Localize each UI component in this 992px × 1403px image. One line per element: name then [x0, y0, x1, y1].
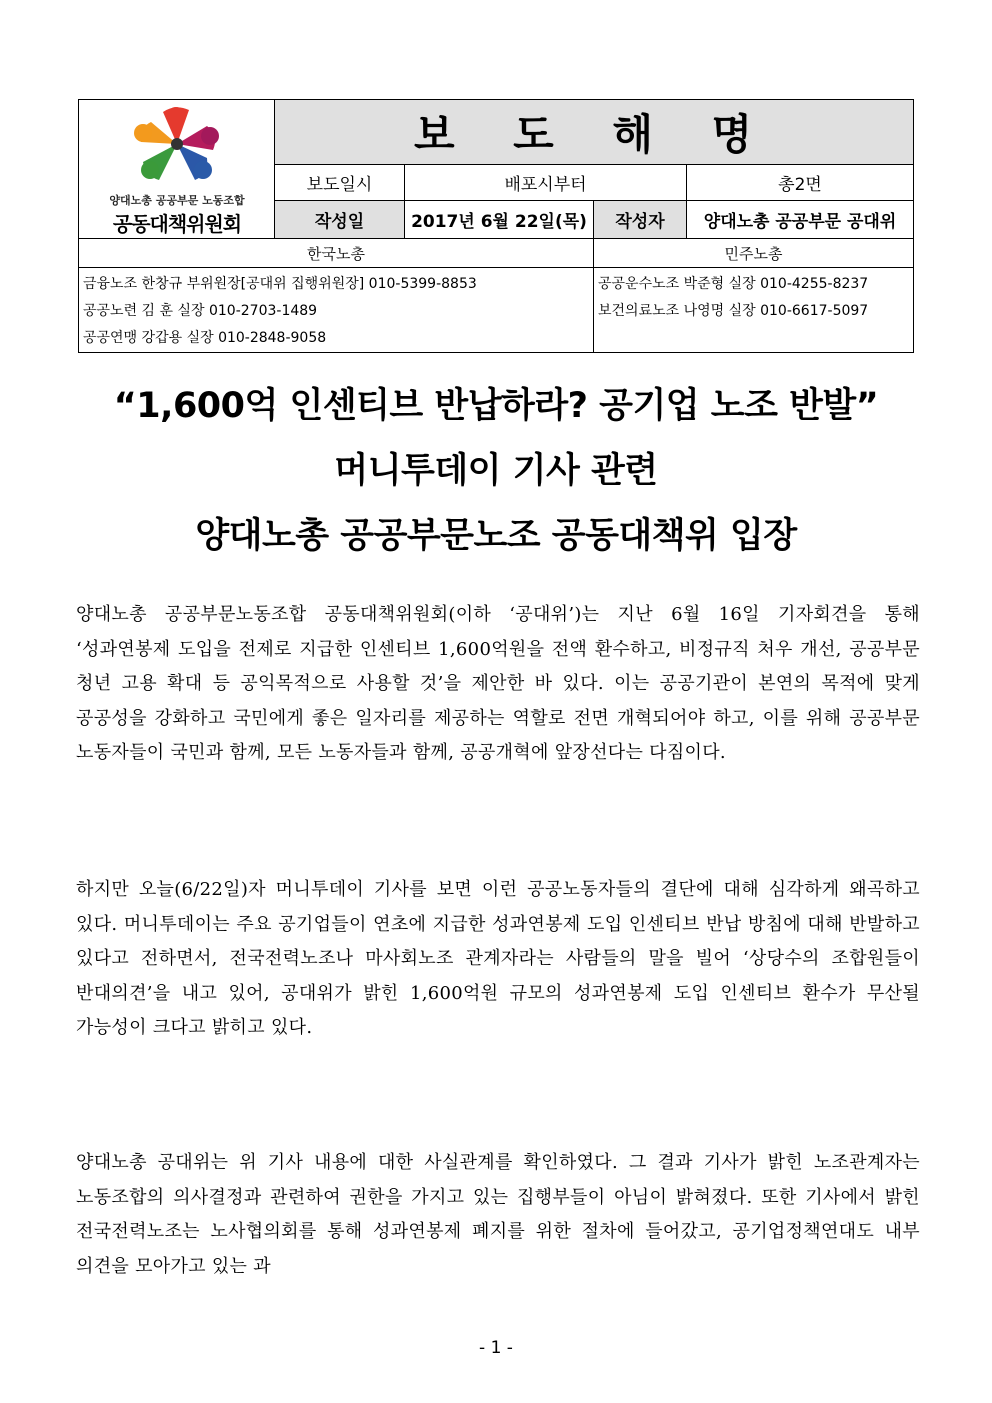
- body-paragraph-3: 양대노총 공대위는 위 기사 내용에 대한 사실관계를 확인하였다. 그 결과 기사가 밝힌 노조관계자는 노동조합의 의사결정과 관련하여 권한을 가지고 있는 집행부들이 아님이 밝혀졌다. 또한 기사에서 밝힌 전국전력노조는 노사협의회를 통해 성과연봉제 폐지를 위한 절차에 들어갔고, 공기업정책연대도 내부 의견을 모아가고 있는 과: [76, 1152, 921, 1277]
- right-org-title: 민주노총: [594, 239, 914, 268]
- contact-line: 공공연맹 강갑용 실장 010-2848-9058: [83, 330, 327, 346]
- contact-line: 금융노조 한창규 부위원장[공대위 집행위원장] 010-5399-8853: [83, 276, 477, 292]
- page-number: - 1 -: [479, 1338, 513, 1358]
- release-label: 배포시부터: [405, 165, 687, 200]
- contact-line: 공공노련 김 훈 실장 010-2703-1489: [83, 303, 318, 319]
- headline-line-2: 머니투데이 기사 관련: [334, 451, 658, 491]
- logo-cell: [79, 100, 275, 239]
- right-contacts: [594, 268, 914, 353]
- logo-subtitle: 양대노총 공공부문 노동조합: [109, 194, 245, 207]
- date-label: 보도일시: [275, 165, 405, 200]
- logo-title: 공동대책위원회: [112, 212, 242, 236]
- written-label: 작성일: [275, 200, 405, 238]
- contact-line: 보건의료노조 나영명 실장 010-6617-5097: [598, 303, 869, 319]
- left-org-title: 한국노총: [79, 239, 594, 268]
- page-count: 총2면: [687, 165, 914, 200]
- body-paragraph-2: 하지만 오늘(6/22일)자 머니투데이 기사를 보면 이런 공공노동자들의 결단에 대해 심각하게 왜곡하고 있다. 머니투데이는 주요 공기업들이 연초에 지급한 성과연봉제 도입 인센티브 반납 방침에 대해 반발하고 있다고 전하면서, 전국전력노조나 마사회노조 관계자라는 사람들의 말을 빌어 ‘상당수의 조합원들이 반대의견’을 내고 있어, 공대위가 밝힌 1,600억원 규모의 성과연봉제 도입 인센티브 환수가 무산될 가능성이 크다고 밝히고 있다.: [76, 879, 920, 1039]
- document-type-title: 보 도 해 명: [275, 100, 914, 165]
- written-date: 2017년 6월 22일(목): [405, 200, 594, 238]
- body-paragraph-1: 양대노총 공공부문노동조합 공동대책위원회(이하 ‘공대위’)는 지난 6월 16일 기자회견을 통해 ‘성과연봉제 도입을 전제로 지급한 인센티브 1,600억원을 전액 환수하고, 비정규직 처우 개선, 공공부문 청년 고용 확대 등 공익목적으로 사용할 것’을 제안한 바 있다. 이는 공공기관이 본연의 목적에 맞게 공공성을 강화하고 국민에게 좋은 일자리를 제공하는 역할로 전면 개혁되어야 하고, 이를 위해 공공부문 노동자들이 국민과 함께, 모든 노동자들과 함께, 공공개혁에 앞장선다는 다짐이다.: [76, 604, 920, 764]
- headline-line-1: “1,600억 인센티브 반납하라? 공기업 노조 반발”: [113, 386, 879, 426]
- author-value: 양대노총 공공부문 공대위: [687, 200, 914, 238]
- headline-line-3: 양대노총 공공부문노조 공동대책위 입장: [195, 516, 797, 556]
- press-header-table: [78, 99, 914, 353]
- union-emblem-icon: [79, 100, 275, 192]
- contact-line: 공공운수노조 박준형 실장 010-4255-8237: [598, 276, 869, 292]
- author-label: 작성자: [594, 200, 687, 238]
- left-contacts: [79, 268, 594, 353]
